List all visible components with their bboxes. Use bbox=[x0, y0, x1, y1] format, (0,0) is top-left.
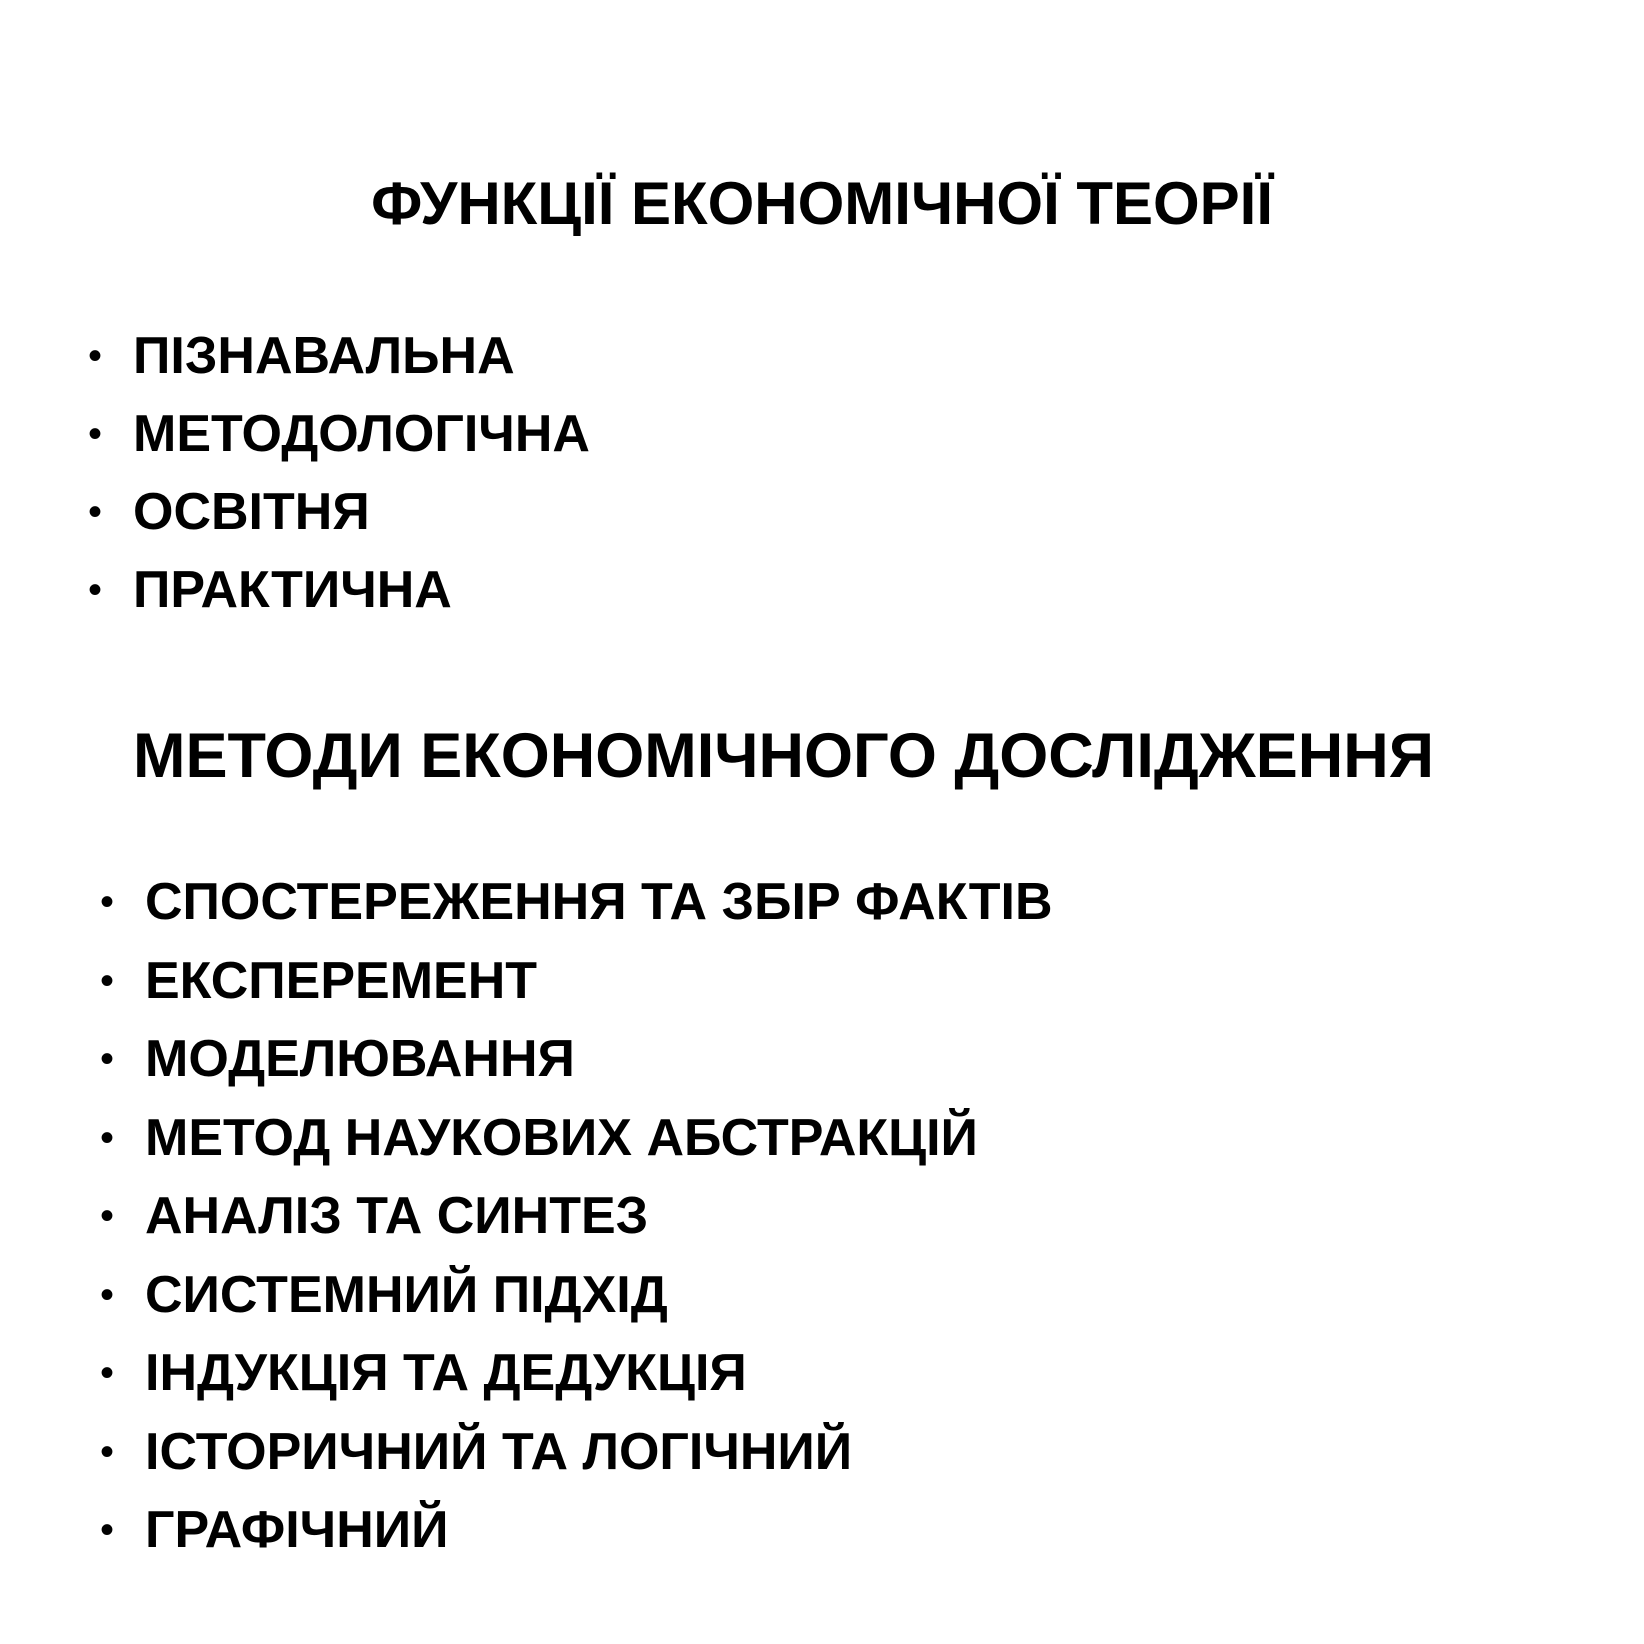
list-item bbox=[100, 1499, 1053, 1578]
list-item bbox=[88, 403, 590, 481]
list-item-label: ЕКСПЕРЕМЕНТ bbox=[145, 951, 538, 1010]
bullet-icon: • bbox=[100, 1115, 115, 1160]
methods-heading: МЕТОДИ ЕКОНОМІЧНОГО ДОСЛІДЖЕННЯ bbox=[133, 721, 1435, 791]
list-item-label: МОДЕЛЮВАННЯ bbox=[145, 1030, 575, 1088]
list-item-label: ІСТОРИЧНИЙ ТА ЛОГІЧНИЙ bbox=[145, 1422, 853, 1481]
list-item bbox=[100, 1028, 1053, 1107]
bullet-icon: • bbox=[100, 1508, 115, 1552]
list-item bbox=[100, 1342, 1053, 1421]
functions-heading: ФУНКЦІЇ ЕКОНОМІЧНОЇ ТЕОРІЇ bbox=[371, 170, 1273, 237]
list-item-label: ПІЗНАВАЛЬНА bbox=[133, 327, 515, 385]
list-item-label: ОСВІТНЯ bbox=[133, 483, 370, 541]
list-item bbox=[100, 1421, 1053, 1500]
list-item bbox=[100, 950, 1053, 1029]
bullet-icon: • bbox=[100, 1429, 115, 1474]
list-item bbox=[100, 1264, 1053, 1343]
bullet-icon: • bbox=[100, 1351, 115, 1395]
list-item-label: СПОСТЕРЕЖЕННЯ ТА ЗБІР ФАКТІВ bbox=[145, 873, 1053, 931]
list-item bbox=[88, 325, 590, 403]
functions-list bbox=[88, 325, 590, 637]
list-item-label: МЕТОДОЛОГІЧНА bbox=[133, 405, 590, 463]
bullet-icon: • bbox=[88, 490, 103, 534]
list-item bbox=[100, 1185, 1053, 1264]
bullet-icon: • bbox=[100, 1037, 115, 1081]
bullet-icon: • bbox=[100, 1194, 115, 1238]
bullet-icon: • bbox=[100, 958, 115, 1003]
bullet-icon: • bbox=[88, 334, 103, 378]
list-item bbox=[100, 871, 1053, 950]
list-item-label: МЕТОД НАУКОВИХ АБСТРАКЦІЙ bbox=[145, 1108, 978, 1167]
list-item bbox=[100, 1107, 1053, 1186]
list-item-label: ГРАФІЧНИЙ bbox=[145, 1501, 449, 1559]
list-item-label: АНАЛІЗ ТА СИНТЕЗ bbox=[145, 1187, 649, 1245]
bullet-icon: • bbox=[88, 412, 103, 456]
list-item bbox=[88, 559, 590, 637]
list-item-label: ПРАКТИЧНА bbox=[133, 561, 452, 619]
bullet-icon: • bbox=[100, 880, 115, 924]
bullet-icon: • bbox=[88, 568, 103, 612]
list-item-label: ІНДУКЦІЯ ТА ДЕДУКЦІЯ bbox=[145, 1344, 747, 1402]
methods-list bbox=[100, 871, 1053, 1578]
list-item bbox=[88, 481, 590, 559]
list-item-label: СИСТЕМНИЙ ПІДХІД bbox=[145, 1265, 668, 1324]
bullet-icon: • bbox=[100, 1272, 115, 1317]
